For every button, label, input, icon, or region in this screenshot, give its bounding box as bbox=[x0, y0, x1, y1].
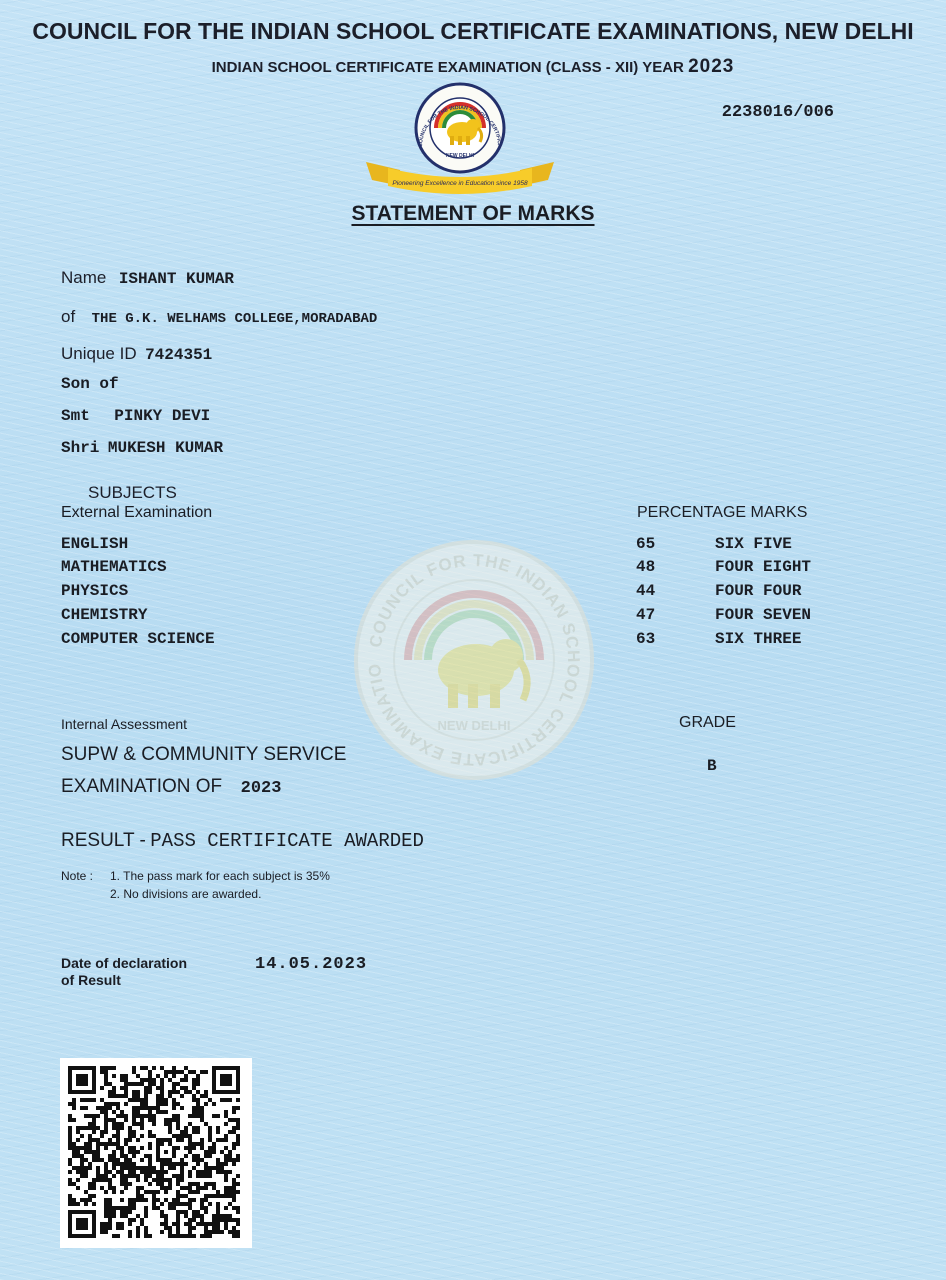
logo-ring-text: COUNCIL FOR THE INDIAN SCHOOL CERTIFICA bbox=[417, 104, 503, 148]
subject-name: PHYSICS bbox=[61, 582, 129, 600]
school-name: THE G.K. WELHAMS COLLEGE,MORADABAD bbox=[91, 311, 378, 327]
grade-heading: GRADE bbox=[679, 714, 736, 731]
declaration-label-line1: Date of declaration bbox=[61, 955, 188, 971]
subject-marks-words: FOUR SEVEN bbox=[715, 606, 812, 624]
examination-of-label: EXAMINATION OF bbox=[61, 776, 223, 797]
mother-line bbox=[61, 407, 210, 425]
declaration-date: 14.05.2023 bbox=[255, 955, 368, 974]
subject-name: MATHEMATICS bbox=[61, 558, 167, 576]
cisce-logo-icon bbox=[360, 82, 560, 200]
student-name: ISHANT KUMAR bbox=[118, 270, 235, 288]
declaration-label-line2: of Result bbox=[61, 972, 121, 988]
exam-name: INDIAN SCHOOL CERTIFICATE EXAMINATION (CLASS - XII) YEAR bbox=[211, 59, 684, 76]
of-label: of bbox=[61, 307, 76, 326]
subject-marks-words: SIX THREE bbox=[715, 630, 802, 648]
father-line bbox=[61, 439, 223, 457]
subject-row bbox=[61, 535, 841, 557]
examination-year: 2023 bbox=[240, 779, 282, 798]
school-line bbox=[61, 307, 377, 327]
internal-grade: B bbox=[707, 757, 717, 775]
name-label: Name bbox=[61, 268, 107, 287]
logo-ribbon-text: Pioneering Excellence in Education since 1958 bbox=[392, 180, 528, 187]
internal-activity: SUPW & COMMUNITY SERVICE bbox=[61, 744, 347, 765]
subject-marks-words: SIX FIVE bbox=[715, 535, 792, 553]
mother-name: PINKY DEVI bbox=[114, 407, 211, 425]
subjects-heading: SUBJECTS bbox=[88, 483, 177, 502]
note-item: 2. No divisions are awarded. bbox=[110, 887, 262, 901]
father-label: Shri bbox=[61, 439, 100, 457]
exam-heading bbox=[0, 56, 946, 78]
subject-marks: 63 bbox=[636, 630, 656, 648]
qr-code-icon bbox=[60, 1058, 252, 1248]
subject-name: ENGLISH bbox=[61, 535, 129, 553]
uid-label: Unique ID bbox=[61, 344, 137, 363]
exam-year: 2023 bbox=[688, 56, 735, 77]
internal-assessment-label: Internal Assessment bbox=[61, 716, 188, 732]
seal-ring-text: COUNCIL FOR THE INDIAN SCHOOL CERTIFICATE EXAMINATIO bbox=[364, 550, 584, 770]
uid-line bbox=[61, 344, 212, 364]
result-label: RESULT - bbox=[61, 830, 146, 851]
subject-marks: 47 bbox=[636, 606, 656, 624]
subject-name: CHEMISTRY bbox=[61, 606, 148, 624]
name-line bbox=[61, 268, 234, 288]
council-heading: COUNCIL FOR THE INDIAN SCHOOL CERTIFICATE EXAMINATIONS, NEW DELHI bbox=[32, 18, 914, 44]
logo-inner-text: NEW DELHI bbox=[445, 153, 475, 159]
mother-label: Smt bbox=[61, 407, 90, 425]
result-line bbox=[61, 830, 424, 852]
father-name: MUKESH KUMAR bbox=[107, 439, 224, 457]
subject-marks: 44 bbox=[636, 582, 656, 600]
unique-id: 7424351 bbox=[145, 346, 213, 364]
result-value: PASS CERTIFICATE AWARDED bbox=[150, 830, 424, 852]
subject-marks: 65 bbox=[636, 535, 656, 553]
seal-inner-text: NEW DELHI bbox=[437, 718, 511, 733]
subject-row bbox=[61, 582, 841, 604]
examination-of-line bbox=[61, 776, 281, 798]
note-item: 1. The pass mark for each subject is 35% bbox=[110, 869, 330, 883]
subject-name: COMPUTER SCIENCE bbox=[61, 630, 215, 648]
serial-number: 2238016/006 bbox=[721, 103, 834, 122]
subject-marks-words: FOUR EIGHT bbox=[715, 558, 812, 576]
external-exam-heading: External Examination bbox=[61, 504, 213, 521]
document-title: STATEMENT OF MARKS bbox=[351, 202, 595, 225]
note-label: Note : bbox=[61, 869, 94, 883]
subject-marks-words: FOUR FOUR bbox=[715, 582, 802, 600]
subject-row bbox=[61, 606, 841, 628]
relation-label: Son of bbox=[61, 375, 119, 393]
subject-marks: 48 bbox=[636, 558, 656, 576]
subject-row bbox=[61, 558, 841, 580]
percentage-marks-heading: PERCENTAGE MARKS bbox=[637, 504, 808, 521]
subject-row bbox=[61, 630, 841, 652]
